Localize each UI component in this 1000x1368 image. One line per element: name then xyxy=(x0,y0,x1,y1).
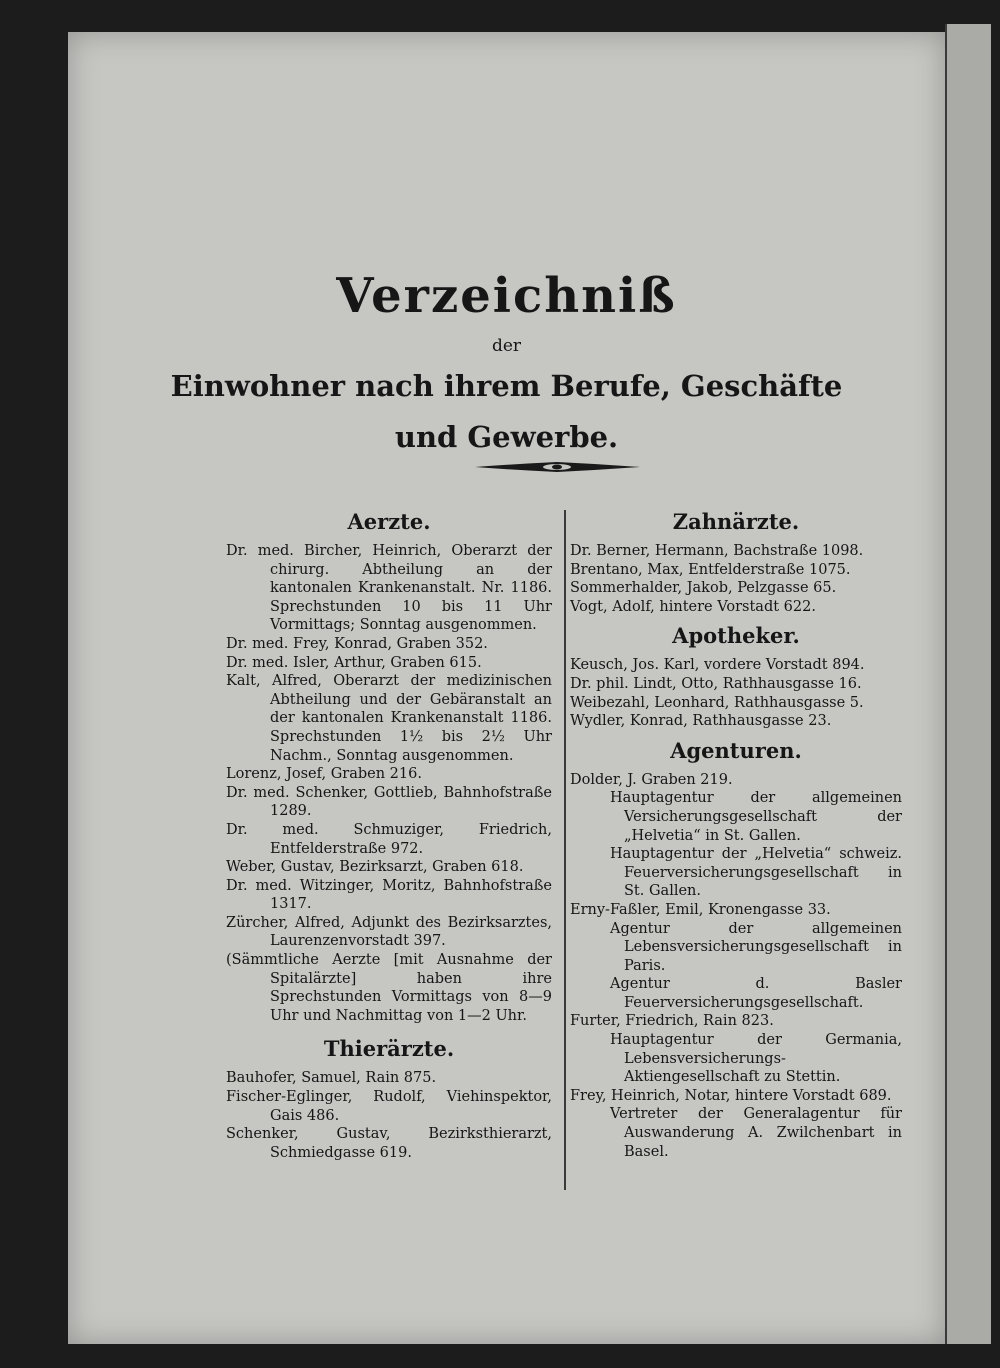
list-item: Lorenz, Josef, Graben 216. xyxy=(226,766,422,783)
list-item: Kalt, Alfred, Oberarzt der medizinischen Abtheilung und der Gebäranstalt an der kantonalen Krankenanstalt 1186. Sprechstunden 1½ bis 2½ Uhr Nachm., Sonntag ausgenommen. xyxy=(226,673,552,764)
agency-detail: Vertreter der Generalagentur für Auswanderung A. Zwilchenbart in Basel. xyxy=(610,1106,902,1160)
title-connector: der xyxy=(491,336,522,356)
agency-detail: Hauptagentur der allgemeinen Versicherungsgesellschaft der „Helvetia“ in St. Gallen. xyxy=(610,790,902,844)
agency-detail: Hauptagentur der „Helvetia“ schweiz. Feuerversicherungsgesellschaft in St. Gallen. xyxy=(610,846,902,900)
list-item: Vogt, Adolf, hintere Vorstadt 622. xyxy=(570,598,816,615)
list-item: Fischer-Eglinger, Rudolf, Viehinspektor, Gais 486. xyxy=(226,1089,552,1124)
heading-aerzte: Aerzte. xyxy=(347,509,431,534)
agency-detail: Hauptagentur der Germania, Lebensversicherungs-Aktiengesellschaft zu Stettin. xyxy=(610,1032,902,1086)
list-item: Weibezahl, Leonhard, Rathhausgasse 5. xyxy=(570,694,864,711)
heading-apotheker: Apotheker. xyxy=(672,623,800,649)
list-item: Weber, Gustav, Bezirksarzt, Graben 618. xyxy=(226,859,524,876)
list-item: Schenker, Gustav, Bezirksthierarzt, Schmiedgasse 619. xyxy=(226,1126,552,1161)
list-item: Zürcher, Alfred, Adjunkt des Bezirksarztes, Laurenzenvorstadt 397. xyxy=(226,914,552,950)
note-sprechstunden: (Sämmtliche Aerzte [mit Ausnahme der Spitalärzte] haben ihre Sprechstunden Vormittags von 8—9 Uhr und Nachmittag von 1—2 Uhr. xyxy=(226,952,552,1024)
heading-thieraerzte: Thierärzte. xyxy=(323,1036,455,1062)
page-title: Verzeichniß xyxy=(336,268,677,324)
list-item: Brentano, Max, Entfelderstraße 1075. xyxy=(570,561,851,578)
list-item: Dr. med. Frey, Konrad, Graben 352. xyxy=(226,635,488,652)
next-page-edge xyxy=(945,24,991,1344)
heading-agenturen: Agenturen. xyxy=(670,737,802,763)
list-item: Dolder, J. Graben 219. xyxy=(570,771,733,788)
list-item: Dr. med. Witzinger, Moritz, Bahnhofstraße 1317. xyxy=(226,877,552,913)
agency-detail: Agentur der allgemeinen Lebensversicherungsgesellschaft in Paris. xyxy=(610,920,902,974)
subtitle-line-2: und Gewerbe. xyxy=(394,420,619,454)
list-item: Furter, Friedrich, Rain 823. xyxy=(570,1013,774,1030)
subtitle-line-1: Einwohner nach ihrem Berufe, Geschäfte xyxy=(170,369,843,403)
agency-detail: Agentur d. Basler Feuerversicherungsgesellschaft. xyxy=(610,976,902,1011)
left-column xyxy=(226,508,552,1162)
heading-zahnaerzte: Zahnärzte. xyxy=(672,509,800,534)
list-item: Bauhofer, Samuel, Rain 875. xyxy=(226,1070,437,1087)
right-column xyxy=(570,508,902,1161)
list-item: Erny-Faßler, Emil, Kronengasse 33. xyxy=(570,901,831,918)
list-item: Dr. med. Schmuziger, Friedrich, Entfelderstraße 972. xyxy=(226,821,552,857)
list-item: Dr. med. Isler, Arthur, Graben 615. xyxy=(226,654,482,671)
list-item: Dr. med. Bircher, Heinrich, Oberarzt der chirurg. Abtheilung an der kantonalen Krankenanstalt. Nr. 1186. Sprechstunden 10 bis 11 Uhr Vormittags; Sonntag ausgenommen. xyxy=(226,543,552,634)
list-item: Dr. phil. Lindt, Otto, Rathhausgasse 16. xyxy=(570,675,862,692)
list-item: Keusch, Jos. Karl, vordere Vorstadt 894. xyxy=(570,657,865,674)
column-divider xyxy=(564,510,566,1190)
list-item: Wydler, Konrad, Rathhausgasse 23. xyxy=(570,713,832,730)
list-item: Sommerhalder, Jakob, Pelzgasse 65. xyxy=(570,580,837,597)
list-item: Dr. med. Schenker, Gottlieb, Bahnhofstraße 1289. xyxy=(226,784,552,820)
ornament-divider xyxy=(475,459,640,475)
list-item: Dr. Berner, Hermann, Bachstraße 1098. xyxy=(570,543,864,559)
list-item: Frey, Heinrich, Notar, hintere Vorstadt 689. xyxy=(570,1087,892,1104)
